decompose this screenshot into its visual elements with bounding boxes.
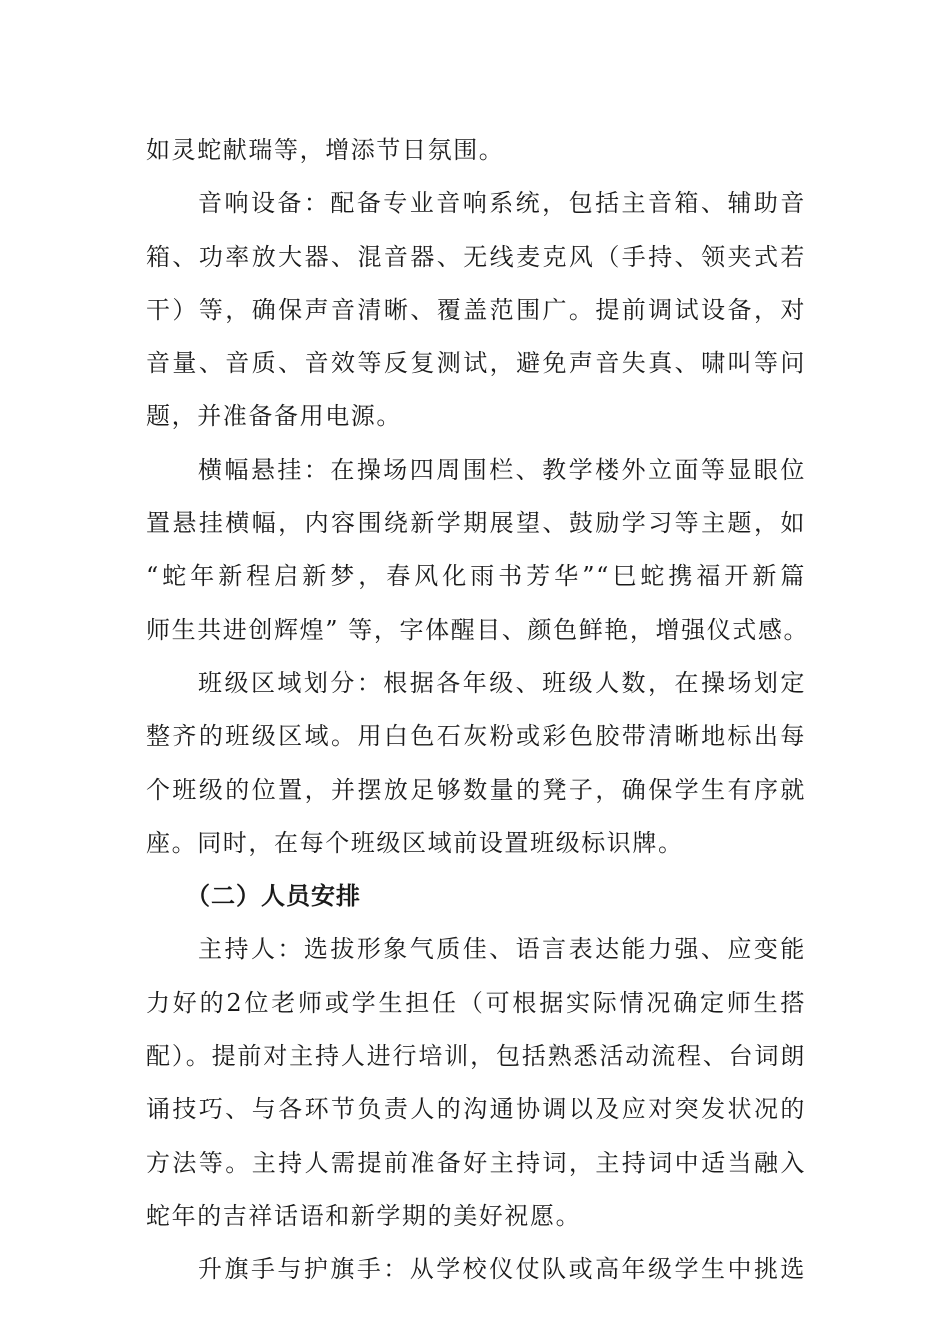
paragraph-first-line: 横幅悬挂：在操场四周围栏、教学楼外立面等显眼位 bbox=[198, 455, 806, 484]
text-line: 诵技巧、与各环节负责人的沟通协调以及应对突发状况的 bbox=[146, 1095, 806, 1124]
text-line: 蛇年的吉祥话语和新学期的美好祝愿。 bbox=[146, 1201, 582, 1230]
text-line: 干）等，确保声音清晰、覆盖范围广。提前调试设备，对 bbox=[146, 295, 806, 324]
text-line: 力好的2位老师或学生担任（可根据实际情况确定师生搭 bbox=[146, 988, 806, 1017]
text-line: 方法等。主持人需提前准备好主持词，主持词中适当融入 bbox=[146, 1148, 806, 1177]
text-line: 如灵蛇献瑞等，增添节日氛围。 bbox=[146, 136, 505, 164]
paragraph-first-line: 升旗手与护旗手：从学校仪仗队或高年级学生中挑选 bbox=[198, 1255, 806, 1284]
text-line: 置悬挂横幅，内容围绕新学期展望、鼓励学习等主题，如 bbox=[146, 509, 806, 538]
text-line: 座。同时，在每个班级区域前设置班级标识牌。 bbox=[146, 828, 684, 857]
text-line: “蛇年新程启新梦，春风化雨书芳华”“巳蛇携福开新篇 bbox=[146, 562, 806, 591]
section-heading: （二）人员安排 bbox=[186, 882, 361, 911]
text-line: 配）。提前对主持人进行培训，包括熟悉活动流程、台词朗 bbox=[146, 1042, 806, 1071]
text-line: 箱、功率放大器、混音器、无线麦克风（手持、领夹式若 bbox=[146, 242, 806, 271]
paragraph-first-line: 班级区域划分：根据各年级、班级人数，在操场划定 bbox=[198, 668, 806, 697]
text-line: 个班级的位置，并摆放足够数量的凳子，确保学生有序就 bbox=[146, 775, 806, 804]
document-body bbox=[146, 124, 810, 1297]
paragraph-first-line: 音响设备：配备专业音响系统，包括主音箱、辅助音 bbox=[198, 189, 806, 218]
text-line: 整齐的班级区域。用白色石灰粉或彩色胶带清晰地标出每 bbox=[146, 722, 806, 751]
text-line: 音量、音质、音效等反复测试，避免声音失真、啸叫等问 bbox=[146, 349, 806, 378]
text-line: 师生共进创辉煌” 等，字体醒目、颜色鲜艳，增强仪式感。 bbox=[146, 615, 810, 644]
paragraph-first-line: 主持人：选拔形象气质佳、语言表达能力强、应变能 bbox=[198, 935, 806, 964]
text-line: 题，并准备备用电源。 bbox=[146, 402, 402, 431]
